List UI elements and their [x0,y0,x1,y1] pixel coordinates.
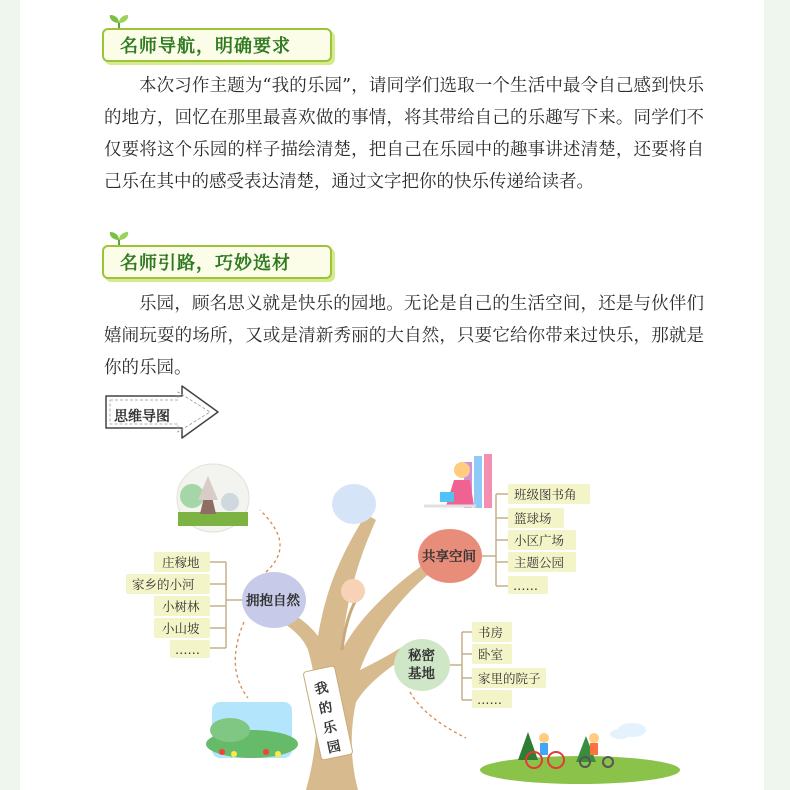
leaf-secret: 家里的院子 [478,671,541,686]
reading-girl-icon [424,454,492,508]
trunk-char: 乐 [321,718,339,738]
node-secret-label-1: 秘密 [408,648,435,664]
leaf-shared: 班级图书角 [514,487,577,502]
node-nature-label: 拥抱自然 [246,593,300,609]
secret-leaves [472,622,546,708]
leaf-nature: 小山坡 [162,621,200,636]
meadow-scene-icon [206,702,298,758]
balloon-orange [341,579,365,603]
mindmap-arrow-label: 思维导图 [114,409,170,425]
section-title: 名师导航，明确要求 [120,36,291,57]
section-header-guide [102,28,332,62]
leaf-secret: …… [477,692,502,707]
trunk-char: 园 [325,738,343,757]
leaf-nature: 小树林 [162,599,200,614]
shared-leaves [508,484,590,594]
leaf-shared: …… [513,578,538,593]
nature-leaves [126,552,210,658]
requirement-paragraph: 本次习作主题为“我的乐园”，请同学们选取一个生活中最令自己感到快乐的地方，回忆在那里最喜欢做的事情，将其带给自己的乐趣写下来。同学们不仅要将这个乐园的样子描绘清楚，把自己在乐园中的趣事讲述清楚，还要将自己乐在其中的感受表达清楚，通过文字把你的快乐传递给读者。 [104,76,704,192]
leaf-nature: …… [175,642,200,657]
page [20,0,764,790]
material-paragraph: 乐园，顾名思义就是快乐的园地。无论是自己的生活空间，还是与伙伴们嬉闹玩耍的场所，又或是清新秀丽的大自然，只要它给你带来过快乐，那就是你的乐园。 [104,294,704,378]
mindmap [20,440,764,790]
leaf-shared: 主题公园 [514,555,565,570]
leaf-secret: 书房 [478,625,504,640]
leaf-nature: 庄稼地 [162,555,200,570]
leaf-shared: 小区广场 [514,533,565,548]
node-secret-label-2: 基地 [408,666,435,682]
balloon-blue [332,484,376,524]
trunk-char: 的 [317,699,335,718]
trunk-char: 我 [313,679,330,699]
leaf-shared: 篮球场 [514,511,552,526]
node-secret [394,622,546,738]
leaf-secret: 卧室 [478,647,504,662]
section-header-material [102,245,332,279]
node-nature [126,510,306,698]
tree-scene-icon [177,464,249,532]
section-title: 名师引路，巧妙选材 [120,253,291,274]
node-shared-label: 共享空间 [422,549,476,565]
leaf-nature: 家乡的小河 [132,577,195,592]
cycling-kids-icon [480,723,680,784]
